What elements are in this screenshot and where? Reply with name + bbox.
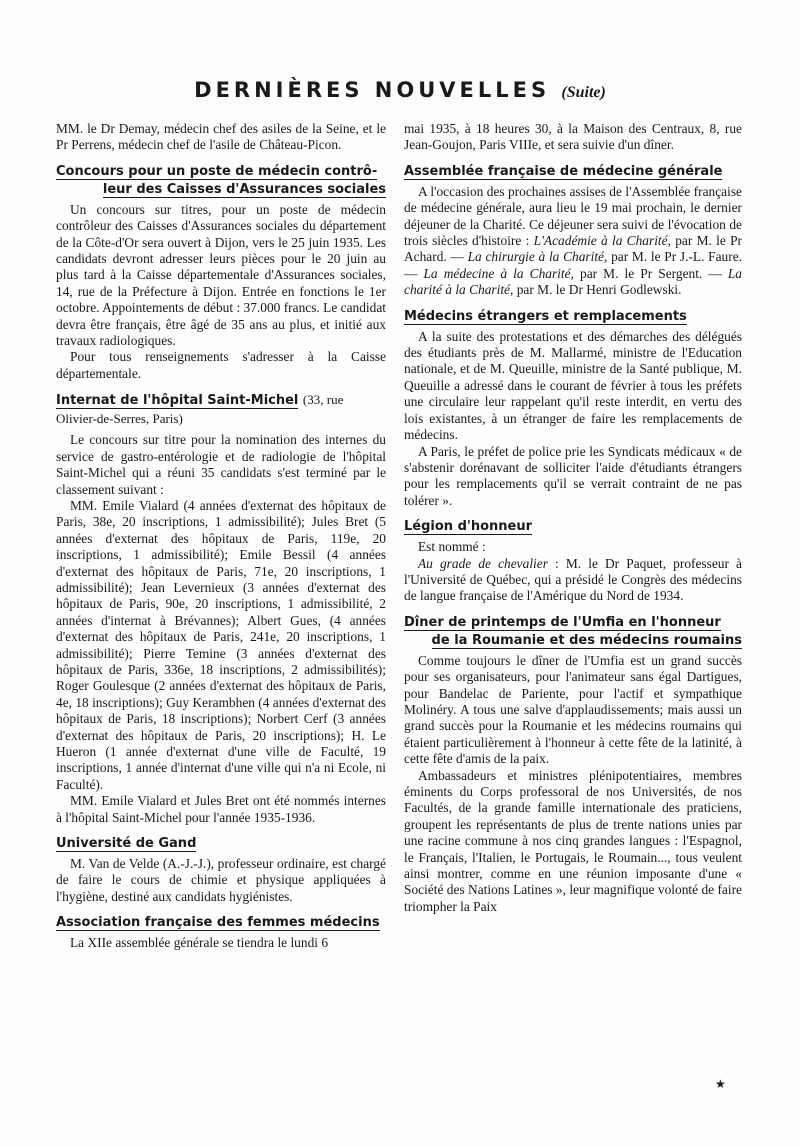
legion-heading-title: Légion d'honneur <box>404 519 533 535</box>
etrangers-paragraph-2: A Paris, le préfet de police prie les Syndicats médicaux « de s'abstenir dorénavant de solliciter l'aide d'étudiants étrangers pour les remplacements qu'il se verrait contraint de ne pas tolérer ». <box>404 443 742 508</box>
association-paragraph: La XIIe assemblée générale se tiendra le lundi 6 <box>70 935 329 951</box>
concours-paragraph-2: Pour tous renseignements s'adresser à la Caisse départementale. <box>56 349 386 381</box>
internat-heading <box>56 391 386 429</box>
concours-paragraph-1: Un concours sur titres, pour un poste de médecin contrôleur des Caisses d'Assurances sociales du département de la Côte-d'Or sera ouvert à Dijon, vers le 25 juin 1935. Les candidats devront adresser leurs pièces pour le 20 juin au plus tard à la Caisse départementale d'Assurances sociales, 14, rue de la Préfecture à Dijon. Entrée en fonctions le 1er octobre. Appointements de début : 37.000 francs. Le candidat devra être français, être âgé de 35 ans au plus, et initié aux travaux radiologiques. <box>56 201 386 349</box>
gand-paragraph: M. Van de Velde (A.-J.-J.), professeur ordinaire, est chargé de faire le cours de chimie et physique appliquées à l'hygiène, destiné aux candidats hygiénistes. <box>56 856 386 904</box>
etrangers-heading <box>404 308 742 326</box>
assemblee-text-c: , par M. le Pr J.-L. Faure. — <box>404 249 742 281</box>
legion-grade: Au grade de chevalier <box>418 555 548 571</box>
assemblee-text-a: A l'occasion des prochaines assises de l'Assemblée française de médecine générale, aura lieu le 19 mai prochain, le dernier déjeuner de la Charité. Ce déjeuner sera suivi de l'évocation de trois siècles d'histoire : <box>404 183 742 249</box>
right-column <box>404 121 742 915</box>
assemblee-text-d: , par M. le Pr Sergent. — <box>570 265 728 281</box>
internat-heading-title: Internat de l'hôpital Saint-Michel <box>56 393 299 409</box>
umfia-paragraph-2: Ambassadeurs et ministres plénipotentiaires, membres éminents du Corps professoral de nos Universités, de nos Facultés, de la grande famille internationale des praticiens, groupent les représentants de plus de trente nations unies par une racine commune à nos cinq grandes langues : l'Espagnol, le Français, l'Italien, le Portugais, le Roumain..., tous veulent ainsi montrer, comme en une réunion imposante d'une « Société des Nations Latines », leur magnifique volonté de faire triompher la Paix <box>404 767 742 914</box>
legion-paragraph <box>404 556 742 605</box>
umfia-paragraph-1: Comme toujours le dîner de l'Umfia est un grand succès pour ses organisateurs, pour l'animateur sans égal Dartigues, pour Bandelac de Pariente, pour l'actif et sympathique Molinéry. A tous une salve d'applaudissements; mais aussi un grand succès pour la Roumanie et les médecins roumains qui étaient particulièrement à l'honneur à cette fête de la latinité, à cette fête d'amis de la paix. <box>404 652 742 767</box>
internat-heading-address: (33, rue Olivier-de-Serres, Paris) <box>56 392 344 427</box>
etrangers-heading-title: Médecins étrangers et remplacements <box>404 308 687 324</box>
association-continuation: mai 1935, à 18 heures 30, à la Maison des Centraux, 8, rue Jean-Goujon, Paris VIIIe, et sera suivie d'un dîner. <box>404 121 742 153</box>
association-heading <box>56 914 386 932</box>
internat-paragraph-2: MM. Emile Vialard (4 années d'externat des hôpitaux de Paris, 38e, 20 inscriptions, 1 admissibilité); Jules Bret (5 années d'externat des hôpitaux de Paris, 119e, 20 inscriptions, 1 admissibilité); Emile Bessil (4 années d'externat des hôpitaux de Paris, 71e, 20 inscriptions, 1 admissibilité); Jean Levernieux (3 années d'externat des hôpitaux de Paris, 90e, 20 inscriptions, 1 admissibilité, 2 années d'internat à Brévannes); Albert Gues, (4 années d'externat des hôpitaux de Paris, 241e, 20 inscriptions, 1 admissibilité); Pierre Temine (3 années d'externat des hôpitaux de Paris, 336e, 18 inscriptions, 2 admissibilités); Roger Goulesque (2 années d'externat des hôpitaux de Paris, 4e, 18 inscriptions); Guy Kerambhen (4 années d'externat des hôpitaux de Paris, 18 inscriptions); Norbert Cerf (3 années d'externat des hôpitaux de Paris, 20 inscriptions); H. Le Hueron (1 année d'externat d'une ville de Faculté, 19 inscriptions, 1 année d'internat d'une ville qui n'a ni Ecole, ni Faculté). <box>56 497 387 792</box>
assemblee-heading <box>404 163 742 181</box>
umfia-heading-line-2: de la Roumanie et des médecins roumains <box>431 632 742 648</box>
legion-heading <box>404 518 742 536</box>
assemblee-title-academie: L'Académie à la Charité <box>533 233 668 249</box>
assemblee-title-medecine: La médecine à la Charité <box>423 265 571 281</box>
masthead-suite: (Suite) <box>561 84 606 101</box>
left-column <box>56 121 386 952</box>
end-star-mark: ★ <box>715 1077 726 1091</box>
association-heading-title: Association française des femmes médecins <box>56 915 380 931</box>
legion-nomination: Est nommé : <box>418 539 486 555</box>
internat-paragraph-3: MM. Emile Vialard et Jules Bret ont été nommés internes à l'hôpital Saint-Michel pour l'année 1935-1936. <box>56 793 386 825</box>
legion-text: : M. le Dr Paquet, professeur à l'Université de Québec, qui a présidé le Congrès des médecins de langue française de l'Amérique du Nord de 1934. <box>404 555 742 604</box>
masthead <box>0 78 800 102</box>
umfia-heading-line-1: Dîner de printemps de l'Umfia en l'honneur <box>404 614 721 630</box>
umfia-heading <box>404 614 742 650</box>
etrangers-paragraph-1: A la suite des protestations et des démarches des délégués des étudiants près de M. Mallarmé, ministre de l'Education nationale, et de M. Queuille, ministre de la Santé publique, M. Queuille a adressé dans le courant de février à tous les préfets une circulaire leur rappelant qu'il reste interdit, en vertu des lois existantes, à un étranger de faire les remplacements de médecins. <box>404 328 742 443</box>
assemblee-paragraph <box>404 184 742 299</box>
gand-heading-title: Université de Gand <box>56 836 197 852</box>
assemblee-text-b: , par M. le Pr Achard. — <box>404 233 742 265</box>
intro-paragraph: MM. le Dr Demay, médecin chef des asiles de la Seine, et le Pr Perrens, médecin chef de l'asile de Château-Picon. <box>56 121 386 153</box>
assemblee-heading-title: Assemblée française de médecine générale <box>404 163 723 179</box>
assemblee-title-charite: La charité à la Charité <box>404 265 742 298</box>
concours-heading-line-2: leur des Caisses d'Assurances sociales <box>102 181 386 197</box>
concours-heading <box>56 163 386 199</box>
masthead-title: DERNIÈRES NOUVELLES <box>194 78 551 102</box>
assemblee-text-e: , par M. le Dr Henri Godlewski. <box>510 282 682 298</box>
gand-heading <box>56 835 386 853</box>
assemblee-title-chirurgie: La chirurgie à la Charité <box>467 249 604 265</box>
internat-paragraph-1: Le concours sur titre pour la nomination des internes du service de gastro-entérologie et de radiologie de l'hôpital Saint-Michel qui a réuni 35 candidats s'est terminé par le classement suivant : <box>56 432 386 497</box>
concours-heading-line-1: Concours pour un poste de médecin contrô- <box>56 163 378 179</box>
